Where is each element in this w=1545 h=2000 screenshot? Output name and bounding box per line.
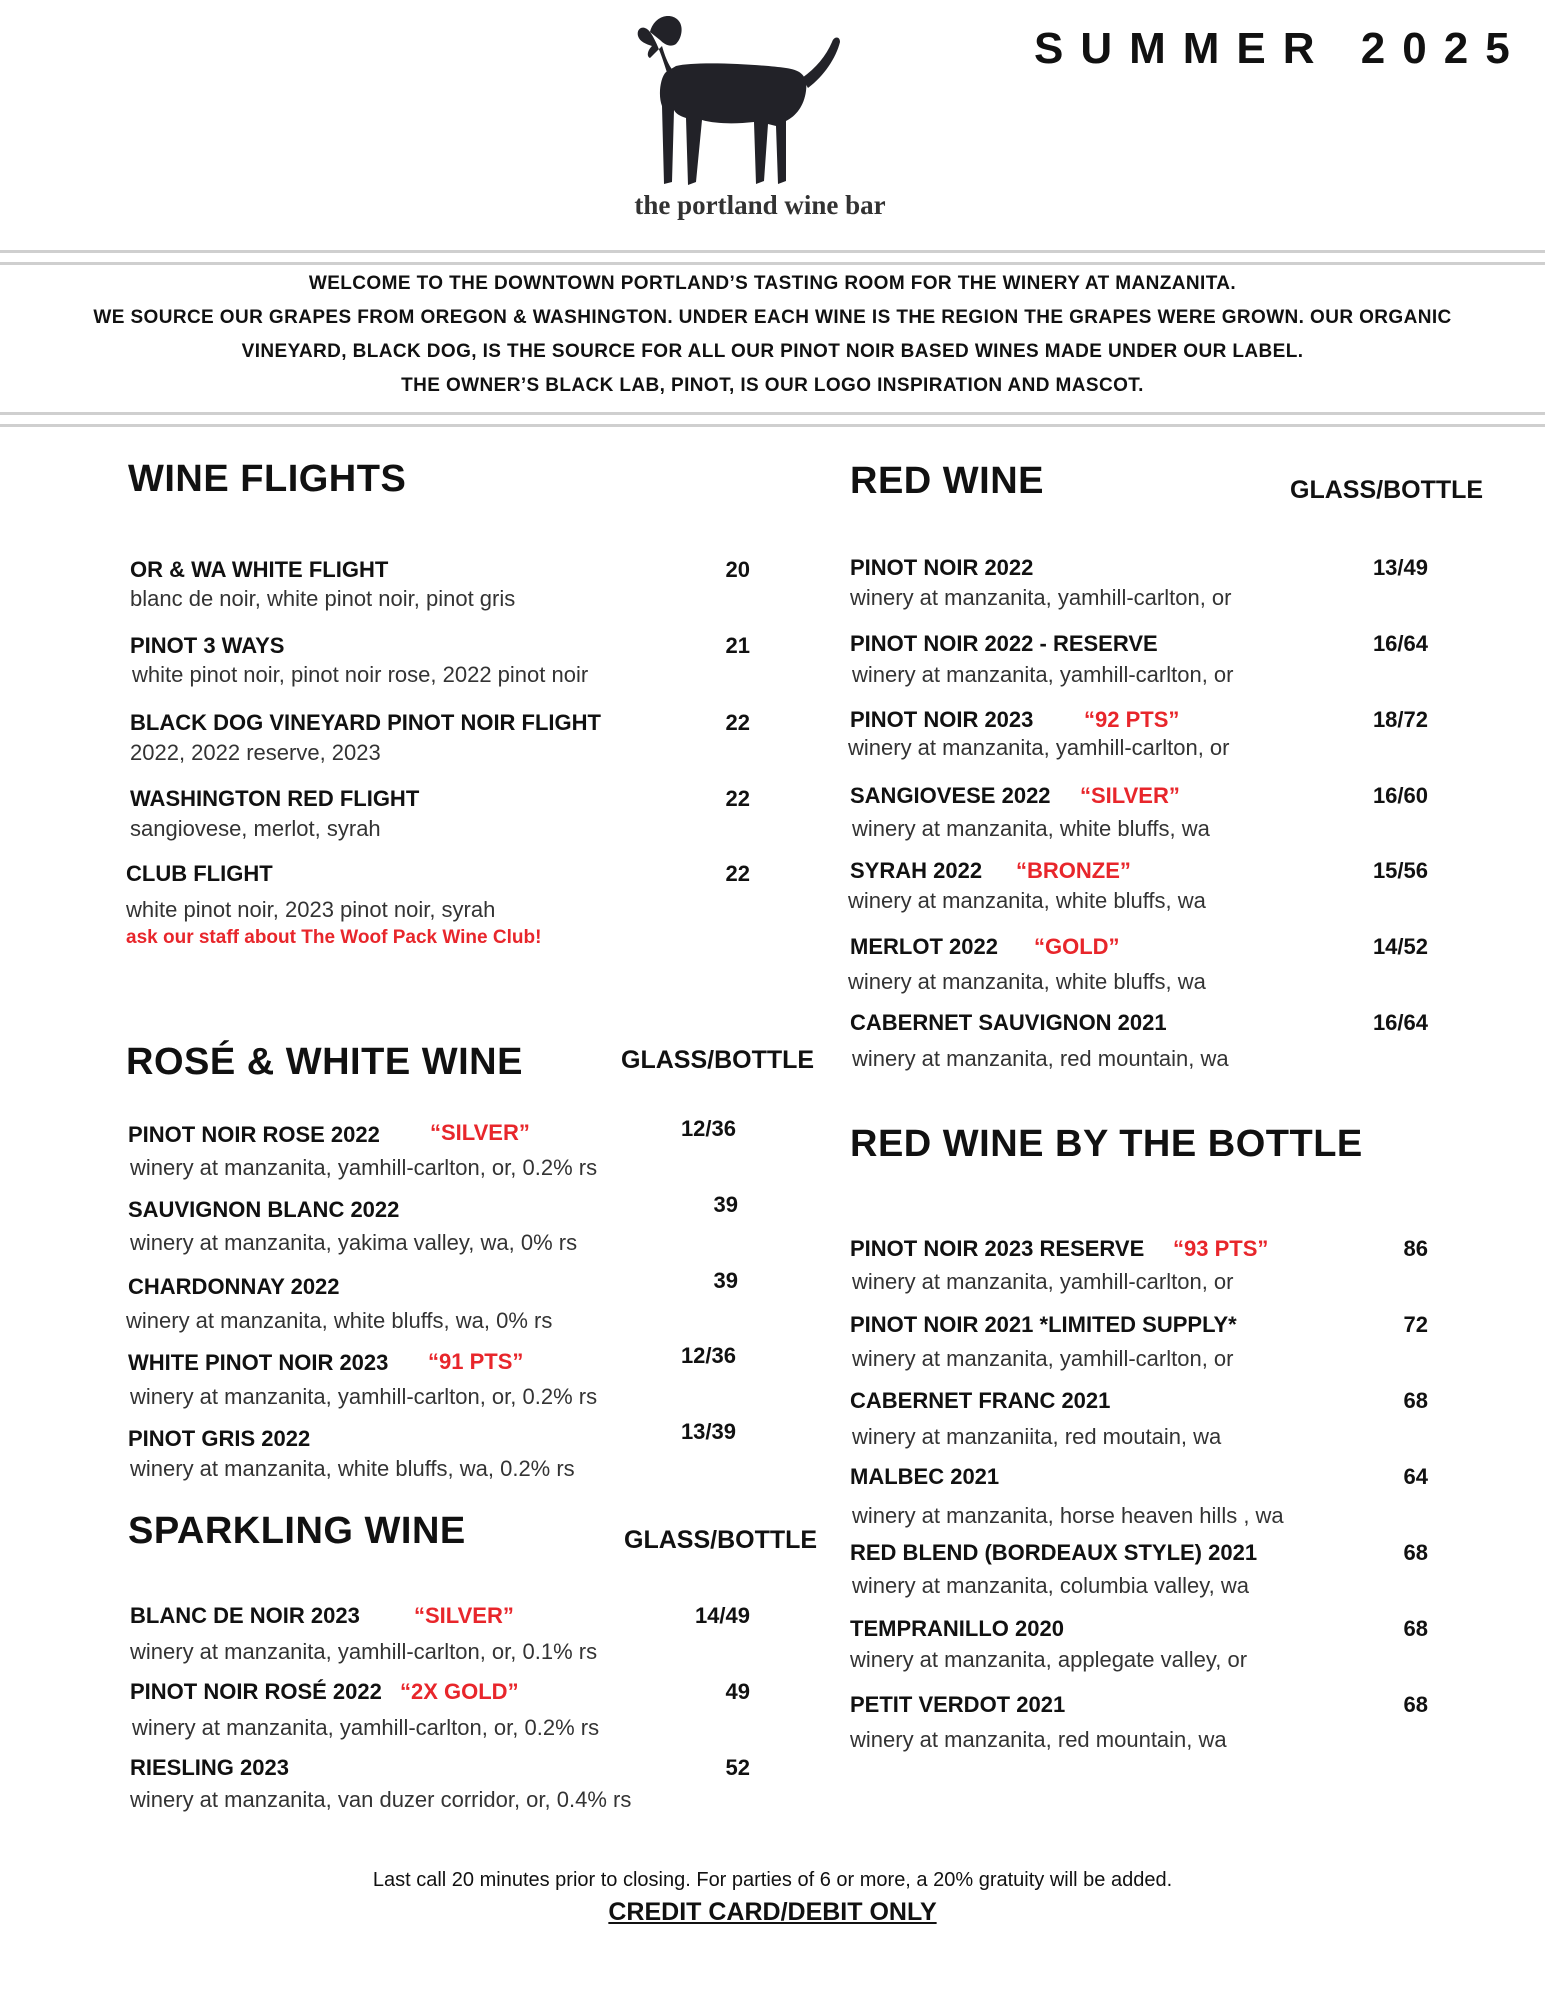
menu-item-name: PINOT NOIR 2023 RESERVE xyxy=(850,1236,1145,1261)
menu-item-price: 52 xyxy=(725,1755,750,1780)
menu-item-name: PINOT NOIR 2023 xyxy=(850,707,1034,732)
menu-item-price: 18/72 xyxy=(1372,707,1428,732)
menu-item-name: CLUB FLIGHT xyxy=(126,861,273,886)
menu-item-price: 68 xyxy=(1403,1616,1428,1641)
menu-item-name: BLACK DOG VINEYARD PINOT NOIR FLIGHT xyxy=(130,710,601,735)
menu-item-desc: winery at manzanita, red mountain, wa xyxy=(852,1046,1229,1071)
menu-item-name: CHARDONNAY 2022 xyxy=(128,1274,340,1299)
menu-item-name: PINOT 3 WAYS xyxy=(130,633,285,658)
menu-item-desc: winery at manzanita, horse heaven hills , wa xyxy=(852,1503,1284,1528)
menu-item-desc: winery at manzanita, yamhill-carlton, or, 0.1% rs xyxy=(130,1639,598,1664)
intro-line: THE OWNER’S BLACK LAB, PINOT, IS OUR LOGO INSPIRATION AND MASCOT. xyxy=(401,375,1144,396)
menu-item-name: PINOT NOIR 2022 - RESERVE xyxy=(850,631,1158,656)
menu-item-desc: winery at manzanita, yakima valley, wa, 0% rs xyxy=(130,1230,578,1255)
section-title-wine-flights: WINE FLIGHTS xyxy=(128,458,407,500)
award-badge: “SILVER” xyxy=(1080,783,1180,808)
award-badge: “93 PTS” xyxy=(1173,1236,1269,1261)
glass-bottle-header: GLASS/BOTTLE xyxy=(1290,476,1484,504)
award-badge: “BRONZE” xyxy=(1016,858,1131,883)
section-title-sparkling: SPARKLING WINE xyxy=(128,1510,466,1552)
intro-line: VINEYARD, BLACK DOG, IS THE SOURCE FOR ALL OUR PINOT NOIR BASED WINES MADE UNDER OUR LABEL. xyxy=(241,341,1304,362)
menu-item-name: TEMPRANILLO 2020 xyxy=(850,1616,1064,1641)
menu-item-price: 68 xyxy=(1403,1388,1428,1413)
award-badge: “SILVER” xyxy=(414,1603,514,1628)
menu-item-name: RIESLING 2023 xyxy=(130,1755,289,1780)
award-badge: “91 PTS” xyxy=(428,1349,524,1374)
divider xyxy=(0,412,1545,415)
section-title-red-by-bottle: RED WINE BY THE BOTTLE xyxy=(850,1123,1363,1165)
menu-item-name: OR & WA WHITE FLIGHT xyxy=(130,557,389,582)
intro-line: WE SOURCE OUR GRAPES FROM OREGON & WASHINGTON. UNDER EACH WINE IS THE REGION THE GRAPES WERE GROWN. OUR ORGANIC xyxy=(93,307,1452,328)
menu-item-name: MERLOT 2022 xyxy=(850,934,998,959)
menu-item-desc: winery at manzanita, yamhill-carlton, or xyxy=(852,1346,1234,1371)
menu-item-name: WHITE PINOT NOIR 2023 xyxy=(128,1350,389,1375)
menu-item-desc: white pinot noir, 2023 pinot noir, syrah xyxy=(126,897,496,922)
glass-bottle-header: GLASS/BOTTLE xyxy=(624,1526,818,1554)
menu-item-desc: winery at manzanita, applegate valley, or xyxy=(850,1647,1248,1672)
menu-item-price: 68 xyxy=(1403,1540,1428,1565)
menu-item-desc: winery at manzaniita, red moutain, wa xyxy=(852,1424,1222,1449)
menu-item-price: 16/64 xyxy=(1372,1010,1428,1035)
menu-item-name: PINOT GRIS 2022 xyxy=(128,1426,311,1451)
menu-item-price: 64 xyxy=(1403,1464,1428,1489)
menu-item-name: PINOT NOIR ROSÉ 2022 xyxy=(130,1679,382,1704)
menu-item-desc: winery at manzanita, yamhill-carlton, or xyxy=(850,585,1232,610)
menu-item-price: 86 xyxy=(1403,1236,1428,1261)
menu-item-price: 22 xyxy=(725,861,750,886)
award-badge: “92 PTS” xyxy=(1084,707,1180,732)
section-title-rose-white: ROSÉ & WHITE WINE xyxy=(126,1041,523,1083)
divider xyxy=(0,424,1545,427)
menu-item-name: RED BLEND (BORDEAUX STYLE) 2021 xyxy=(850,1540,1258,1565)
payment-note: CREDIT CARD/DEBIT ONLY xyxy=(608,1898,937,1926)
brand-name: the portland wine bar xyxy=(634,190,886,220)
menu-item-price: 49 xyxy=(725,1679,750,1704)
menu-item-desc: sangiovese, merlot, syrah xyxy=(130,816,381,841)
menu-item-name: PETIT VERDOT 2021 xyxy=(850,1692,1066,1717)
menu-item-price: 12/36 xyxy=(680,1116,736,1141)
menu-item-desc: blanc de noir, white pinot noir, pinot gris xyxy=(130,586,516,611)
menu-item-name: MALBEC 2021 xyxy=(850,1464,1000,1489)
menu-item-price: 14/49 xyxy=(694,1603,750,1628)
menu-item-price: 15/56 xyxy=(1372,858,1428,883)
menu-item-desc: winery at manzanita, yamhill-carlton, or, 0.2% rs xyxy=(130,1155,598,1180)
award-badge: “2X GOLD” xyxy=(400,1679,519,1704)
footer-note: Last call 20 minutes prior to closing. For parties of 6 or more, a 20% gratuity will be added. xyxy=(372,1869,1173,1891)
menu-item-desc: winery at manzanita, yamhill-carlton, or, 0.2% rs xyxy=(130,1384,598,1409)
menu-item-name: PINOT NOIR 2021 *LIMITED SUPPLY* xyxy=(850,1312,1237,1337)
menu-item-desc: winery at manzanita, white bluffs, wa xyxy=(848,888,1206,913)
award-badge: “SILVER” xyxy=(430,1120,530,1145)
menu-item-desc: winery at manzanita, yamhill-carlton, or xyxy=(852,662,1234,687)
menu-item-desc: winery at manzanita, white bluffs, wa, 0.2% rs xyxy=(130,1456,575,1481)
season-title: SUMMER 2025 xyxy=(1034,24,1527,73)
menu-item-price: 16/60 xyxy=(1372,783,1428,808)
menu-item-name: SAUVIGNON BLANC 2022 xyxy=(128,1197,400,1222)
menu-item-price: 68 xyxy=(1403,1692,1428,1717)
menu-item-desc: winery at manzanita, columbia valley, wa xyxy=(852,1573,1249,1598)
menu-item-desc: 2022, 2022 reserve, 2023 xyxy=(130,740,381,765)
divider xyxy=(0,262,1545,265)
menu-item-desc: winery at manzanita, yamhill-carlton, or xyxy=(848,735,1230,760)
menu-item-desc: winery at manzanita, white bluffs, wa xyxy=(852,816,1210,841)
menu-item-desc: winery at manzanita, yamhill-carlton, or xyxy=(852,1269,1234,1294)
menu-item-name: SYRAH 2022 xyxy=(850,858,983,883)
menu-item-desc: winery at manzanita, white bluffs, wa xyxy=(848,969,1206,994)
menu-item-price: 22 xyxy=(725,786,750,811)
menu-item-desc: winery at manzanita, van duzer corridor, or, 0.4% rs xyxy=(130,1787,632,1812)
glass-bottle-header: GLASS/BOTTLE xyxy=(621,1046,815,1074)
menu-item-price: 13/39 xyxy=(680,1419,736,1444)
menu-item-price: 39 xyxy=(713,1192,738,1217)
menu-item-name: WASHINGTON RED FLIGHT xyxy=(130,786,420,811)
menu-item-name: PINOT NOIR ROSE 2022 xyxy=(128,1122,380,1147)
menu-item-name: CABERNET SAUVIGNON 2021 xyxy=(850,1010,1167,1035)
menu-item-name: PINOT NOIR 2022 xyxy=(850,555,1034,580)
menu-item-price: 20 xyxy=(725,557,750,582)
black-lab-dog-icon xyxy=(636,6,856,201)
menu-item-price: 12/36 xyxy=(680,1343,736,1368)
wine-club-note: ask our staff about The Woof Pack Wine Club! xyxy=(126,927,542,948)
menu-item-desc: winery at manzanita, white bluffs, wa, 0% rs xyxy=(126,1308,553,1333)
menu-item-desc: winery at manzanita, yamhill-carlton, or, 0.2% rs xyxy=(132,1715,600,1740)
menu-item-name: SANGIOVESE 2022 xyxy=(850,783,1051,808)
menu-item-desc: white pinot noir, pinot noir rose, 2022 pinot noir xyxy=(132,662,589,687)
award-badge: “GOLD” xyxy=(1034,934,1120,959)
menu-item-desc: winery at manzanita, red mountain, wa xyxy=(850,1727,1227,1752)
menu-item-price: 22 xyxy=(725,710,750,735)
menu-item-price: 16/64 xyxy=(1372,631,1428,656)
menu-item-price: 72 xyxy=(1403,1312,1428,1337)
divider xyxy=(0,250,1545,253)
menu-item-name: CABERNET FRANC 2021 xyxy=(850,1388,1111,1413)
menu-item-price: 13/49 xyxy=(1372,555,1428,580)
menu-item-price: 14/52 xyxy=(1372,934,1428,959)
menu-item-price: 21 xyxy=(725,633,750,658)
section-title-red-wine: RED WINE xyxy=(850,460,1044,502)
menu-item-price: 39 xyxy=(713,1268,738,1293)
menu-item-name: BLANC DE NOIR 2023 xyxy=(130,1603,360,1628)
intro-line: WELCOME TO THE DOWNTOWN PORTLAND’S TASTING ROOM FOR THE WINERY AT MANZANITA. xyxy=(308,273,1237,294)
